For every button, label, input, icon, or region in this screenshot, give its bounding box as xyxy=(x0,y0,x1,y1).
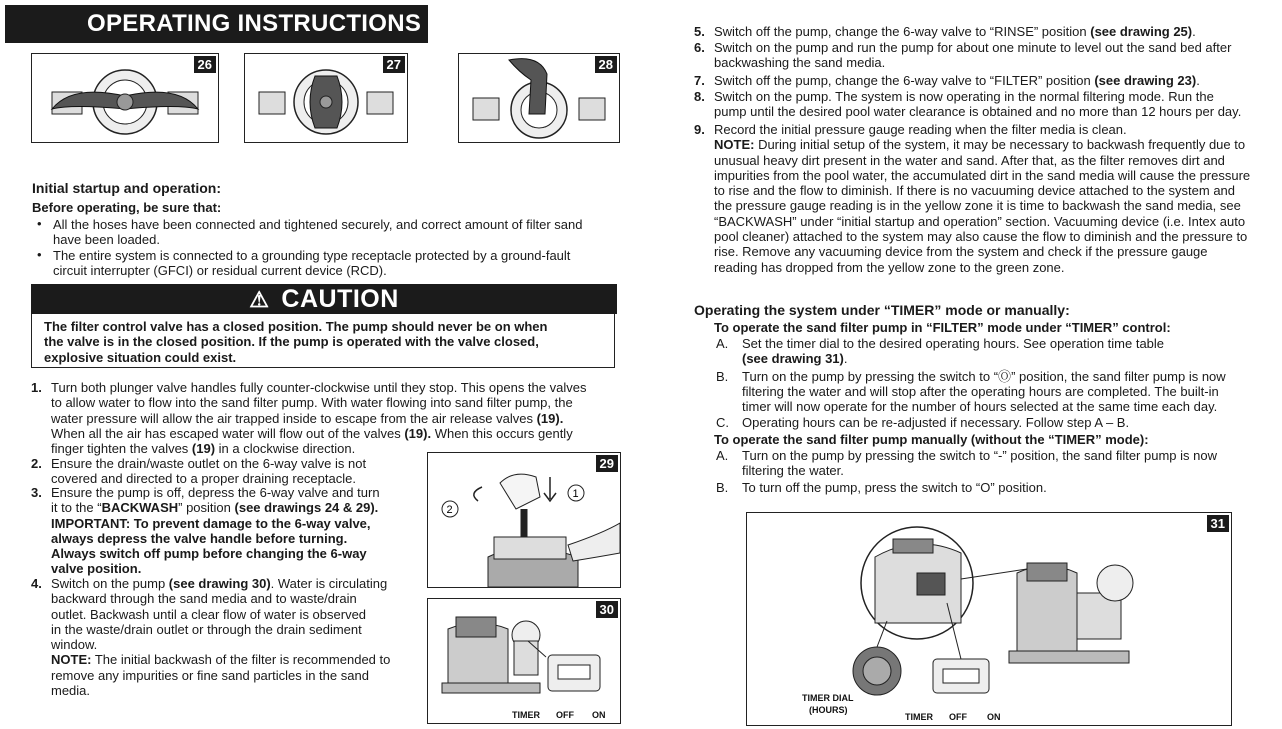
valve-illustration-27 xyxy=(245,54,407,142)
startup-heading: Initial startup and operation: xyxy=(32,180,222,196)
step-4 xyxy=(31,576,421,698)
step-line: ” position, the sand filter pump is now xyxy=(1011,368,1226,384)
caution-line: explosive situation could exist. xyxy=(44,349,237,365)
punct: . xyxy=(1196,73,1200,88)
step-line: During initial setup of the system, it may be necessary to backwash frequently due to xyxy=(754,137,1246,153)
important-line: IMPORTANT: To prevent damage to the 6-way valve, xyxy=(51,515,371,531)
step-line: the pressure gauge reading is in the yellow zone it is time to backwash the sand media, see xyxy=(714,198,1241,214)
step-9 xyxy=(694,122,1279,275)
step-line: Switch off the pump, change the 6-way valve to “FILTER” position xyxy=(714,73,1095,88)
step-letter: C. xyxy=(716,415,729,431)
step-line: The initial backwash of the filter is recommended to xyxy=(91,652,391,668)
timer-label: TIMER xyxy=(905,712,933,722)
figure-26 xyxy=(31,53,219,143)
step-5 xyxy=(694,24,1274,39)
warning-icon: ⚠ xyxy=(249,287,270,312)
step-number: 9. xyxy=(694,122,705,137)
step-line: covered and directed to a proper draining receptacle. xyxy=(51,471,356,487)
ref: (see drawing 31) xyxy=(742,351,844,367)
valve-illustration-28 xyxy=(459,54,619,142)
ref: (see drawing 23) xyxy=(1094,73,1197,88)
important-line: always depress the valve handle before turning. xyxy=(51,530,348,546)
step-line: Operating hours can be re-adjusted if necessary. Follow step A – B. xyxy=(742,415,1130,431)
step-line: window. xyxy=(51,637,98,653)
step-line: finger tighten the valves xyxy=(51,441,192,457)
step-line: remove any impurities or fine sand particles in the sand xyxy=(51,667,369,683)
step-A2 xyxy=(714,448,1280,479)
step-letter: A. xyxy=(716,448,729,464)
figure-27 xyxy=(244,53,408,143)
bullet-line: circuit interrupter (GFCI) or residual current device (RCD). xyxy=(53,262,387,278)
step-line: impurities from the pool water, the accumulated dirt in the sand media will cause the pressure xyxy=(714,167,1251,183)
figure-number: 26 xyxy=(194,56,216,73)
step-line: rise. Remove any vacuuming device from the system and check if the pressure gauge xyxy=(714,244,1208,260)
off-label: OFF xyxy=(556,710,574,720)
step-7 xyxy=(694,73,1274,88)
step-line: backward through the sand media and to waste/drain xyxy=(51,591,357,607)
caution-banner xyxy=(31,284,617,314)
step-line: “BACKWASH” under “initial startup and operation” section. Vacuuming device (i.e. Intex auto xyxy=(714,213,1246,229)
step-line: filtering the water and will stop after the operating hours are completed. The built-in xyxy=(742,383,1219,399)
timer-switch-icon: Ⓞ xyxy=(998,368,1012,384)
step-line: Turn both plunger valve handles fully counter-clockwise until they stop. This opens the valves xyxy=(51,380,587,395)
punct: . xyxy=(1192,24,1196,39)
figure-29 xyxy=(427,452,621,588)
caution-title: CAUTION xyxy=(281,285,399,313)
step-line: Switch off the pump, change the 6-way valve to “RINSE” position xyxy=(714,24,1091,39)
note-label: NOTE: xyxy=(51,652,92,668)
step-line: to rise and the flow to diminish. If there is no vacuuming device attached to the system and xyxy=(714,183,1236,199)
step-line: Turn on the pump by pressing the switch to “-” position, the sand filter pump is now xyxy=(742,448,1217,464)
figure-number: 28 xyxy=(595,56,617,73)
step-number: 1. xyxy=(31,380,42,395)
valve-illustration-26 xyxy=(32,54,218,142)
figure-number: 29 xyxy=(596,455,618,472)
ref: (see drawings 24 & 29). xyxy=(234,500,379,516)
bullet-line: have been loaded. xyxy=(53,232,160,248)
ref: (19). xyxy=(404,425,432,441)
step-B1 xyxy=(714,369,1280,415)
caution-line: The filter control valve has a closed position. The pump should never be on when xyxy=(44,319,548,334)
step-number: 6. xyxy=(694,40,705,55)
step-2 xyxy=(31,456,421,487)
figure-30 xyxy=(427,598,621,724)
on-label: ON xyxy=(592,710,606,720)
timer-heading: Operating the system under “TIMER” mode or manually: xyxy=(694,302,1070,318)
step-line: Ensure the pump is off, depress the 6-way valve and turn xyxy=(51,485,380,500)
step-line: Switch on the pump. The system is now operating in the normal filtering mode. Run the xyxy=(714,89,1214,104)
step-line: in a clockwise direction. xyxy=(215,441,356,457)
step-C1 xyxy=(714,415,1280,430)
timer-steps xyxy=(714,336,1280,495)
caution-text xyxy=(31,314,615,368)
timer-subheading-1: To operate the sand filter pump in “FILTER” mode under “TIMER” control: xyxy=(714,320,1171,335)
bullet-icon: • xyxy=(37,246,42,262)
backwash-term: BACKWASH xyxy=(101,500,179,516)
step-1 xyxy=(31,380,623,456)
step-line: Set the timer dial to the desired operating hours. See operation time table xyxy=(742,336,1165,351)
figure-31 xyxy=(746,512,1232,726)
step-line: When this occurs gently xyxy=(431,425,573,441)
step-line: pump until the desired pool water clearance is obtained and no more than 12 hours per day. xyxy=(714,104,1242,120)
important-line: valve position. xyxy=(51,561,142,577)
ref: (19). xyxy=(536,410,564,426)
step-line: . Water is circulating xyxy=(270,576,388,591)
step-line: backwashing the sand media. xyxy=(714,55,886,71)
timer-subheading-2: To operate the sand filter pump manually (without the “TIMER” mode): xyxy=(714,431,1149,447)
hours-label: (HOURS) xyxy=(809,705,848,715)
step-line: it to the “ xyxy=(51,500,102,516)
punct: . xyxy=(843,351,848,367)
step-letter: A. xyxy=(716,336,729,351)
step-line: timer will now operate for the number of hours selected at the same time each day. xyxy=(742,399,1218,415)
step-line: Record the initial pressure gauge reading when the filter media is clean. xyxy=(714,122,1127,137)
step-line: Switch on the pump xyxy=(51,576,169,591)
startup-bullets xyxy=(32,217,622,278)
step-line: When all the air has escaped water will flow out of the valves xyxy=(51,425,405,441)
pump-illustration-30 xyxy=(428,599,620,723)
step-line: Ensure the drain/waste outlet on the 6-way valve is not xyxy=(51,456,367,471)
figure-number: 30 xyxy=(596,601,618,618)
step-line: ” position xyxy=(178,500,235,516)
note-label: NOTE: xyxy=(714,137,755,153)
list-item xyxy=(32,248,622,279)
step-line: pool cleaner) attached to the system may also cause the flow to diminish and the pressure to xyxy=(714,229,1248,245)
step-number: 3. xyxy=(31,485,42,500)
step-B2 xyxy=(714,480,1280,495)
step-2-marker: 2 xyxy=(446,504,453,516)
startup-subheading: Before operating, be sure that: xyxy=(32,200,222,215)
step-line: filtering the water. xyxy=(742,463,844,479)
timer-dial-label: TIMER DIAL xyxy=(802,693,854,703)
figure-number: 31 xyxy=(1207,515,1229,532)
page-title: OPERATING INSTRUCTIONS xyxy=(5,5,428,43)
bullet-line: All the hoses have been connected and tightened securely, and correct amount of filter sand xyxy=(53,217,583,232)
step-6 xyxy=(694,40,1274,71)
bullet-line: The entire system is connected to a grounding type receptacle protected by a ground-fault xyxy=(53,247,571,263)
on-label: ON xyxy=(987,712,1001,722)
step-A1 xyxy=(714,336,1280,367)
step-1-marker: 1 xyxy=(572,488,579,500)
step-line: in the waste/drain outlet or through the drain sediment xyxy=(51,621,362,637)
step-line: To turn off the pump, press the switch to “O” position. xyxy=(742,479,1047,495)
ref: (19) xyxy=(191,441,216,457)
step-line: Turn on the pump by pressing the switch to “ xyxy=(742,368,999,384)
step-8 xyxy=(694,89,1274,120)
step-letter: B. xyxy=(716,479,729,495)
figure-number: 27 xyxy=(383,56,405,73)
important-line: Always switch off pump before changing the 6-way xyxy=(51,546,367,562)
step-number: 5. xyxy=(694,24,705,39)
step-number: 4. xyxy=(31,576,42,591)
bullet-icon: • xyxy=(37,216,42,231)
figure-28 xyxy=(458,53,620,143)
step-number: 8. xyxy=(694,89,705,104)
off-label: OFF xyxy=(949,712,967,722)
caution-line: the valve is in the closed position. If the pump is operated with the valve closed, xyxy=(44,334,539,350)
step-3 xyxy=(31,485,421,577)
step-number: 2. xyxy=(31,456,42,471)
ref: (see drawing 30) xyxy=(168,576,271,591)
backwash-illustration xyxy=(428,453,620,587)
timer-label: TIMER xyxy=(512,710,540,720)
step-number: 7. xyxy=(694,73,705,88)
ref: (see drawing 25) xyxy=(1090,24,1193,39)
step-letter: B. xyxy=(716,368,729,384)
list-item xyxy=(32,217,622,248)
step-line: outlet. Backwash until a clear flow of water is observed xyxy=(51,606,367,622)
step-line: to allow water to flow into the sand filter pump. With water flowing into sand filter pump, the xyxy=(51,395,573,411)
step-line: Switch on the pump and run the pump for about one minute to level out the sand bed after xyxy=(714,40,1232,55)
step-line: media. xyxy=(51,683,91,699)
step-line: water pressure will allow the air trapped inside to escape from the air release valves xyxy=(51,410,537,426)
step-line: unusual heavy dirt present in the water and sand. After that, as the filter removes dirt and xyxy=(714,152,1225,168)
step-line: reading has dropped from the yellow zone to the green zone. xyxy=(714,259,1065,275)
